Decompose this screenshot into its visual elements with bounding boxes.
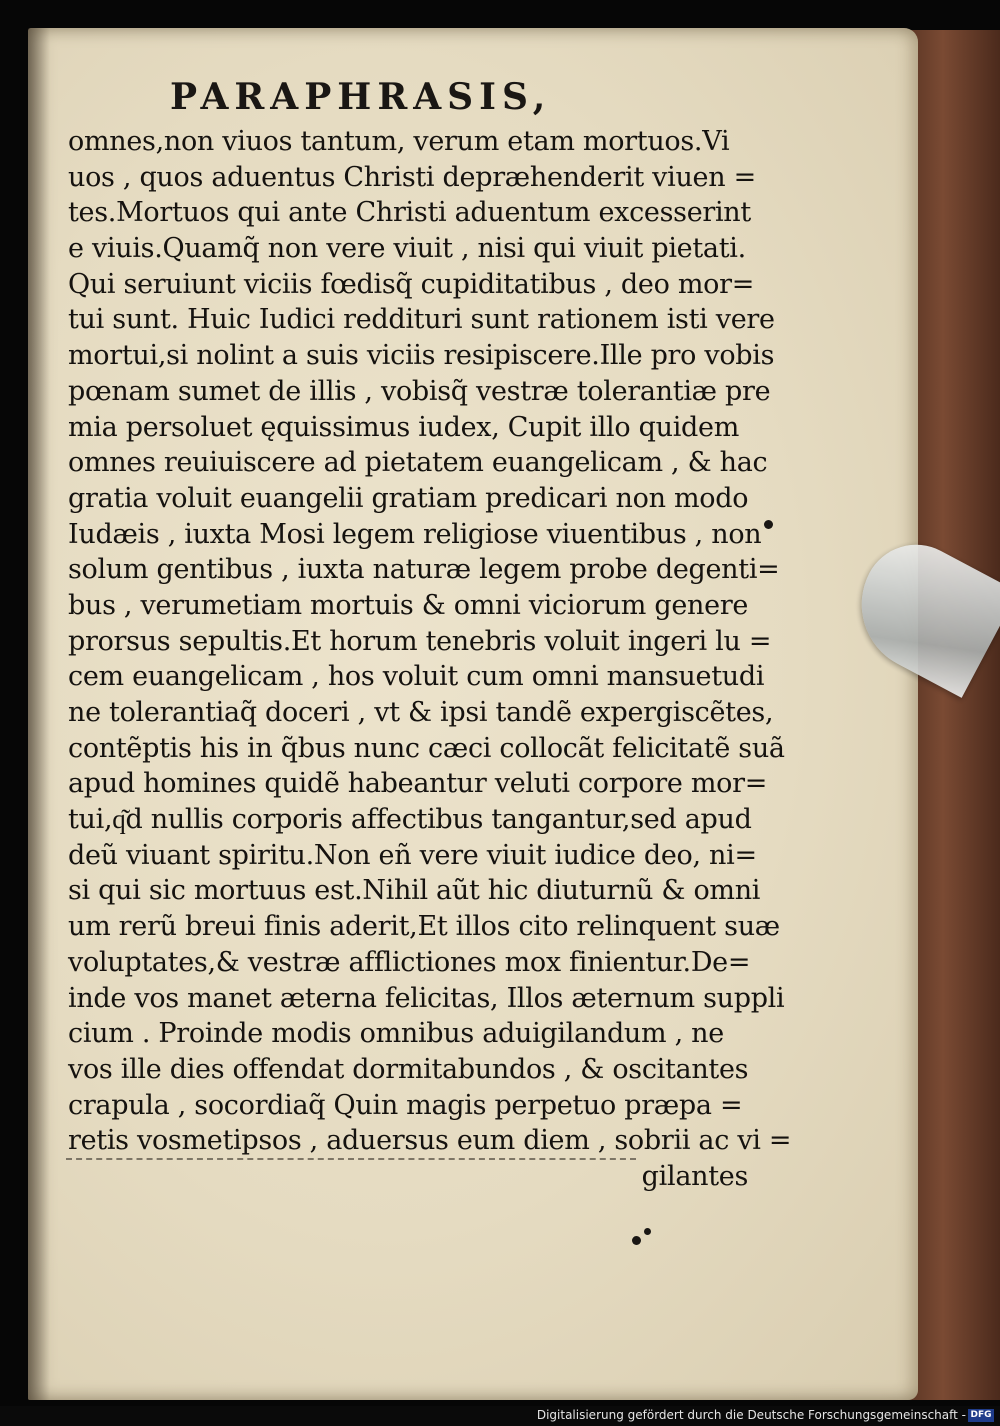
text-line: mia persoluet ęquissimus iudex, Cupit illo quidem [68,411,739,443]
text-line: retis vosmetipsos , aduersus eum diem , sobrii ac vi = [68,1125,792,1157]
text-line: tui,q͂d nullis corporis affectibus tangantur,sed apud [68,804,752,836]
text-line: e viuis.Quamq̃ non vere viuit , nisi qui viuit pietati. [68,233,746,265]
body-text [68,124,792,1195]
text-line: tui sunt. Huic Iudici reddituri sunt rationem isti vere [68,304,775,336]
text-line: mortui,si nolint a suis viciis resipiscere.Ille pro vobis [68,340,775,372]
text-line: si qui sic mortuus est.Nihil aũt hic diuturnũ & omni [68,875,761,907]
gutter-shadow [28,28,50,1400]
text-line: omnes reuiuiscere ad pietatem euangelicam , & hac [68,447,768,479]
text-line: uos , quos aduentus Christi depræhenderit viuen = [68,161,756,193]
text-line: cem euangelicam , hos voluit cum omni mansuetudi [68,661,765,693]
dfg-logo: DFG [968,1409,994,1422]
text-line: solum gentibus , iuxta naturæ legem probe degenti= [68,554,780,586]
ink-spot [764,520,773,529]
text-line: cium . Proinde modis omnibus aduigilandum , ne [68,1018,724,1050]
ink-spot [644,1228,651,1235]
ink-spot [632,1236,641,1245]
catchword-line: gilantes [641,1160,748,1192]
text-line: contẽptis his in q̃bus nunc cæci collocãt felicitatẽ suã [68,732,785,764]
text-line: Qui seruiunt viciis fœdisq̃ cupiditatibus , deo mor= [68,268,755,300]
text-line: apud homines quidẽ habeantur veluti corpore mor= [68,768,768,800]
text-line: vos ille dies offendat dormitabundos , & oscitantes [68,1053,749,1085]
bottom-rule [66,1158,636,1160]
text-line: bus , verumetiam mortuis & omni viciorum genere [68,589,749,621]
text-line: crapula , socordiaq̃ Quin magis perpetuo præpa = [68,1089,743,1121]
text-line: ne tolerantiaq̃ doceri , vt & ipsi tandẽ expergiscẽtes, [68,697,774,728]
running-header: PARAPHRASIS, [170,76,552,118]
text-line: deũ viuant spiritu.Non eñ vere viuit iudice deo, ni= [68,839,757,871]
book-cover-edge [905,30,1000,1400]
funding-note: Digitalisierung gefördert durch die Deutsche Forschungsgemeinschaft - [536,1408,966,1422]
text-line: inde vos manet æterna felicitas, Illos æternum suppli [68,982,785,1014]
text-line: omnes,non viuos tantum, verum etam mortuos.Vi [68,126,730,157]
text-line: pœnam sumet de illis , vobisq̃ vestræ tolerantiæ pre [68,375,771,407]
text-line: tes.Mortuos qui ante Christi aduentum excesserint [68,197,751,229]
text-line: gratia voluit euangelii gratiam predicari non modo [68,482,749,514]
text-line: prorsus sepultis.Et horum tenebris voluit ingeri lu = [68,625,772,657]
text-line: Iudæis , iuxta Mosi legem religiose viuentibus , non [68,518,762,550]
text-line: voluptates,& vestræ afflictiones mox finientur.De= [68,946,751,978]
text-line: um rerũ breui finis aderit,Et illos cito relinquent suæ [68,911,780,943]
